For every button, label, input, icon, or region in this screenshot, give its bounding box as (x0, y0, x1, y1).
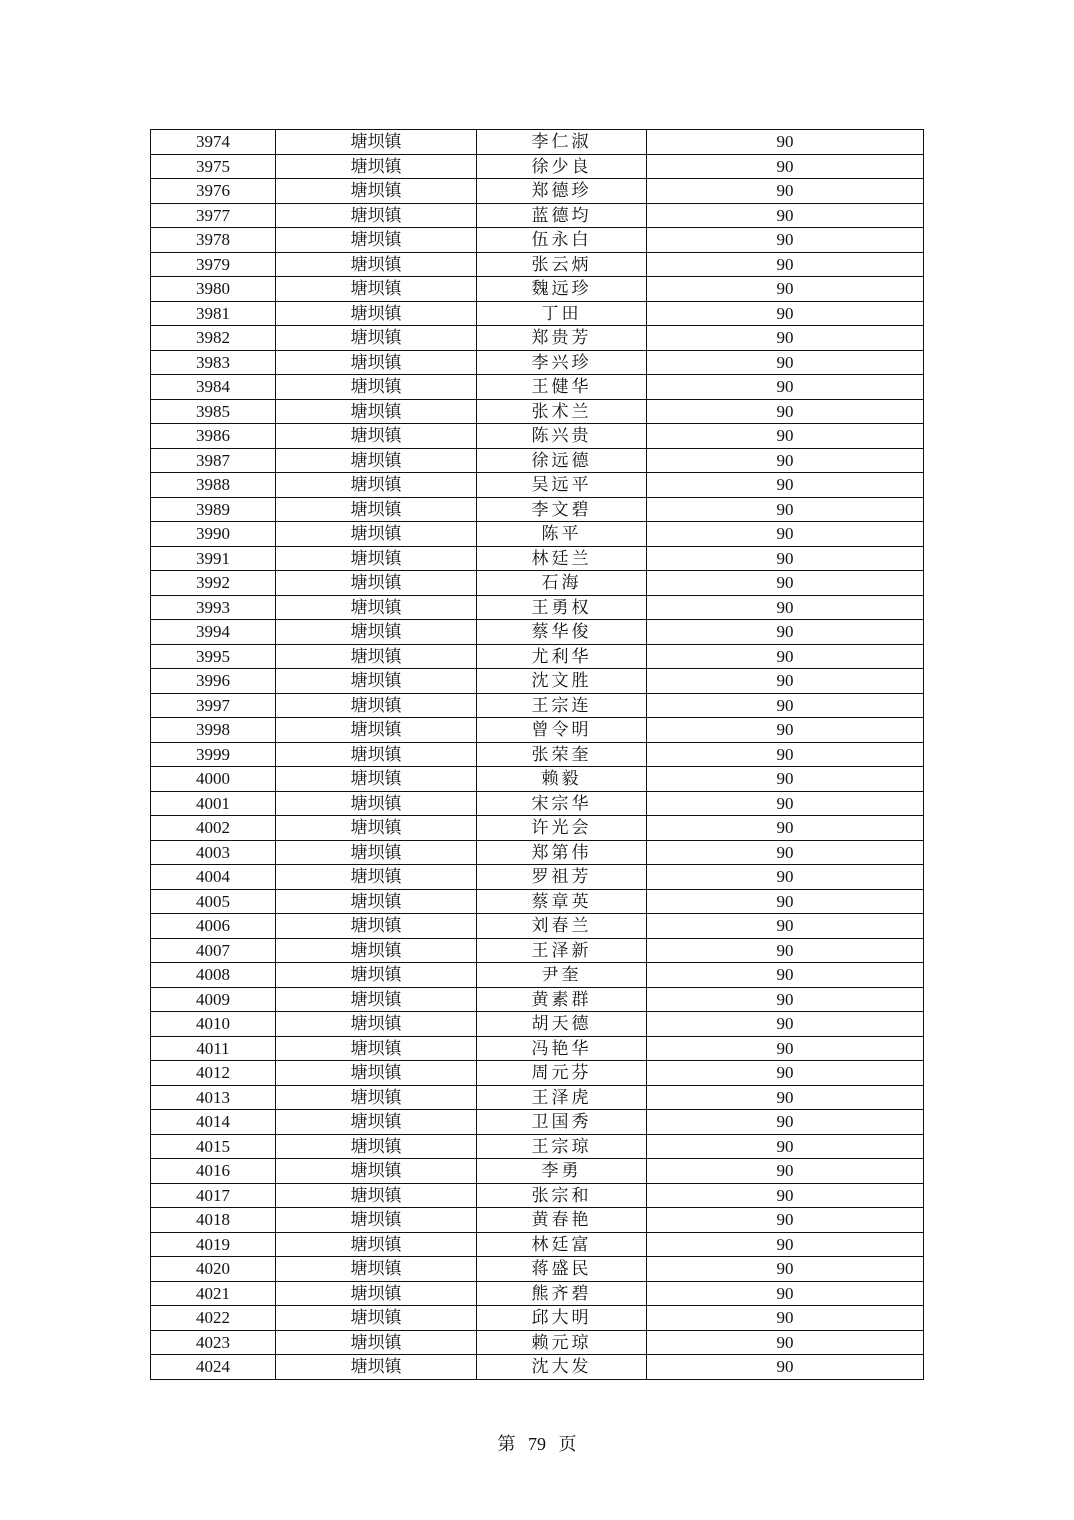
amount-cell: 90 (647, 1257, 924, 1282)
amount-cell: 90 (647, 595, 924, 620)
table-row (151, 914, 924, 939)
table-row (151, 595, 924, 620)
amount-cell: 90 (647, 914, 924, 939)
town-cell: 塘坝镇 (276, 130, 477, 155)
table-row (151, 326, 924, 351)
amount-cell: 90 (647, 963, 924, 988)
town-cell: 塘坝镇 (276, 669, 477, 694)
row-number-cell: 3976 (151, 179, 276, 204)
name-cell: 陈平 (477, 522, 647, 547)
town-cell: 塘坝镇 (276, 987, 477, 1012)
town-cell: 塘坝镇 (276, 301, 477, 326)
row-number-cell: 3974 (151, 130, 276, 155)
table-row (151, 791, 924, 816)
amount-cell: 90 (647, 1134, 924, 1159)
table-row (151, 350, 924, 375)
table-row (151, 1085, 924, 1110)
amount-cell: 90 (647, 375, 924, 400)
table-row (151, 375, 924, 400)
row-number-cell: 3998 (151, 718, 276, 743)
table-row (151, 399, 924, 424)
town-cell: 塘坝镇 (276, 865, 477, 890)
footer-page-number: 79 (528, 1434, 546, 1454)
row-number-cell: 3977 (151, 203, 276, 228)
row-number-cell: 3994 (151, 620, 276, 645)
town-cell: 塘坝镇 (276, 791, 477, 816)
name-cell: 徐远德 (477, 448, 647, 473)
town-cell: 塘坝镇 (276, 277, 477, 302)
row-number-cell: 4020 (151, 1257, 276, 1282)
town-cell: 塘坝镇 (276, 497, 477, 522)
table-row (151, 1159, 924, 1184)
name-cell: 沈文胜 (477, 669, 647, 694)
table-row (151, 840, 924, 865)
table-row (151, 424, 924, 449)
amount-cell: 90 (647, 497, 924, 522)
table-row (151, 546, 924, 571)
amount-cell: 90 (647, 301, 924, 326)
table-row (151, 1281, 924, 1306)
town-cell: 塘坝镇 (276, 473, 477, 498)
table-row (151, 644, 924, 669)
amount-cell: 90 (647, 1355, 924, 1380)
town-cell: 塘坝镇 (276, 889, 477, 914)
amount-cell: 90 (647, 840, 924, 865)
name-cell: 蓝德均 (477, 203, 647, 228)
name-cell: 尹奎 (477, 963, 647, 988)
row-number-cell: 4011 (151, 1036, 276, 1061)
amount-cell: 90 (647, 1183, 924, 1208)
table-row (151, 1134, 924, 1159)
town-cell: 塘坝镇 (276, 1134, 477, 1159)
table-row (151, 1306, 924, 1331)
town-cell: 塘坝镇 (276, 1257, 477, 1282)
footer-suffix: 页 (558, 1434, 577, 1454)
amount-cell: 90 (647, 154, 924, 179)
row-number-cell: 3997 (151, 693, 276, 718)
amount-cell: 90 (647, 644, 924, 669)
table-row (151, 277, 924, 302)
amount-cell: 90 (647, 130, 924, 155)
table-row (151, 154, 924, 179)
table-row (151, 497, 924, 522)
name-cell: 周元芬 (477, 1061, 647, 1086)
name-cell: 王健华 (477, 375, 647, 400)
table-row (151, 963, 924, 988)
row-number-cell: 3993 (151, 595, 276, 620)
table-row (151, 889, 924, 914)
name-cell: 丁田 (477, 301, 647, 326)
town-cell: 塘坝镇 (276, 767, 477, 792)
name-cell: 吴远平 (477, 473, 647, 498)
name-cell: 陈兴贵 (477, 424, 647, 449)
name-cell: 蔡华俊 (477, 620, 647, 645)
town-cell: 塘坝镇 (276, 693, 477, 718)
row-number-cell: 4015 (151, 1134, 276, 1159)
town-cell: 塘坝镇 (276, 595, 477, 620)
amount-cell: 90 (647, 1036, 924, 1061)
amount-cell: 90 (647, 889, 924, 914)
row-number-cell: 4009 (151, 987, 276, 1012)
amount-cell: 90 (647, 277, 924, 302)
name-cell: 王泽虎 (477, 1085, 647, 1110)
name-cell: 蔡章英 (477, 889, 647, 914)
table-row (151, 718, 924, 743)
town-cell: 塘坝镇 (276, 399, 477, 424)
row-number-cell: 4012 (151, 1061, 276, 1086)
town-cell: 塘坝镇 (276, 1232, 477, 1257)
name-cell: 沈大发 (477, 1355, 647, 1380)
amount-cell: 90 (647, 1232, 924, 1257)
name-cell: 宋宗华 (477, 791, 647, 816)
town-cell: 塘坝镇 (276, 718, 477, 743)
town-cell: 塘坝镇 (276, 1085, 477, 1110)
row-number-cell: 3981 (151, 301, 276, 326)
town-cell: 塘坝镇 (276, 424, 477, 449)
amount-cell: 90 (647, 326, 924, 351)
amount-cell: 90 (647, 522, 924, 547)
name-cell: 罗祖芳 (477, 865, 647, 890)
roster-table (150, 129, 924, 1380)
name-cell: 李文碧 (477, 497, 647, 522)
row-number-cell: 4000 (151, 767, 276, 792)
row-number-cell: 4017 (151, 1183, 276, 1208)
name-cell: 李仁淑 (477, 130, 647, 155)
town-cell: 塘坝镇 (276, 1183, 477, 1208)
town-cell: 塘坝镇 (276, 571, 477, 596)
town-cell: 塘坝镇 (276, 840, 477, 865)
amount-cell: 90 (647, 399, 924, 424)
town-cell: 塘坝镇 (276, 375, 477, 400)
name-cell: 林廷兰 (477, 546, 647, 571)
table-row (151, 1330, 924, 1355)
town-cell: 塘坝镇 (276, 252, 477, 277)
name-cell: 胡天德 (477, 1012, 647, 1037)
table-row (151, 1012, 924, 1037)
name-cell: 黄春艳 (477, 1208, 647, 1233)
town-cell: 塘坝镇 (276, 546, 477, 571)
amount-cell: 90 (647, 1159, 924, 1184)
amount-cell: 90 (647, 448, 924, 473)
amount-cell: 90 (647, 179, 924, 204)
name-cell: 曾令明 (477, 718, 647, 743)
name-cell: 郑第伟 (477, 840, 647, 865)
amount-cell: 90 (647, 571, 924, 596)
table-row (151, 228, 924, 253)
town-cell: 塘坝镇 (276, 1330, 477, 1355)
table-row (151, 448, 924, 473)
amount-cell: 90 (647, 228, 924, 253)
row-number-cell: 3996 (151, 669, 276, 694)
table-row (151, 522, 924, 547)
name-cell: 王泽新 (477, 938, 647, 963)
footer-prefix: 第 (497, 1434, 516, 1454)
name-cell: 王宗连 (477, 693, 647, 718)
town-cell: 塘坝镇 (276, 522, 477, 547)
town-cell: 塘坝镇 (276, 179, 477, 204)
table-row (151, 473, 924, 498)
row-number-cell: 4022 (151, 1306, 276, 1331)
row-number-cell: 4008 (151, 963, 276, 988)
name-cell: 许光会 (477, 816, 647, 841)
table-row (151, 1110, 924, 1135)
name-cell: 魏远珍 (477, 277, 647, 302)
name-cell: 李勇 (477, 1159, 647, 1184)
amount-cell: 90 (647, 742, 924, 767)
name-cell: 林廷富 (477, 1232, 647, 1257)
town-cell: 塘坝镇 (276, 228, 477, 253)
amount-cell: 90 (647, 669, 924, 694)
amount-cell: 90 (647, 424, 924, 449)
table-row (151, 987, 924, 1012)
row-number-cell: 3991 (151, 546, 276, 571)
name-cell: 伍永白 (477, 228, 647, 253)
table-row (151, 693, 924, 718)
name-cell: 张宗和 (477, 1183, 647, 1208)
town-cell: 塘坝镇 (276, 1061, 477, 1086)
name-cell: 张荣奎 (477, 742, 647, 767)
row-number-cell: 4003 (151, 840, 276, 865)
table-row (151, 1355, 924, 1380)
row-number-cell: 4001 (151, 791, 276, 816)
amount-cell: 90 (647, 203, 924, 228)
amount-cell: 90 (647, 1281, 924, 1306)
row-number-cell: 4004 (151, 865, 276, 890)
table-row (151, 767, 924, 792)
table-row (151, 1232, 924, 1257)
amount-cell: 90 (647, 987, 924, 1012)
table-row (151, 1257, 924, 1282)
name-cell: 赖毅 (477, 767, 647, 792)
town-cell: 塘坝镇 (276, 1208, 477, 1233)
row-number-cell: 4014 (151, 1110, 276, 1135)
town-cell: 塘坝镇 (276, 1110, 477, 1135)
row-number-cell: 4013 (151, 1085, 276, 1110)
amount-cell: 90 (647, 718, 924, 743)
row-number-cell: 4018 (151, 1208, 276, 1233)
amount-cell: 90 (647, 791, 924, 816)
name-cell: 张术兰 (477, 399, 647, 424)
name-cell: 李兴珍 (477, 350, 647, 375)
name-cell: 徐少良 (477, 154, 647, 179)
row-number-cell: 3983 (151, 350, 276, 375)
row-number-cell: 4024 (151, 1355, 276, 1380)
name-cell: 王宗琼 (477, 1134, 647, 1159)
town-cell: 塘坝镇 (276, 963, 477, 988)
table-row (151, 301, 924, 326)
row-number-cell: 4021 (151, 1281, 276, 1306)
amount-cell: 90 (647, 1061, 924, 1086)
table-row (151, 938, 924, 963)
row-number-cell: 4010 (151, 1012, 276, 1037)
table-row (151, 816, 924, 841)
name-cell: 卫国秀 (477, 1110, 647, 1135)
amount-cell: 90 (647, 1208, 924, 1233)
table-row (151, 203, 924, 228)
amount-cell: 90 (647, 693, 924, 718)
table-row (151, 620, 924, 645)
amount-cell: 90 (647, 252, 924, 277)
name-cell: 刘春兰 (477, 914, 647, 939)
town-cell: 塘坝镇 (276, 350, 477, 375)
name-cell: 冯艳华 (477, 1036, 647, 1061)
amount-cell: 90 (647, 938, 924, 963)
row-number-cell: 3985 (151, 399, 276, 424)
town-cell: 塘坝镇 (276, 914, 477, 939)
town-cell: 塘坝镇 (276, 644, 477, 669)
amount-cell: 90 (647, 1306, 924, 1331)
row-number-cell: 3989 (151, 497, 276, 522)
name-cell: 邱大明 (477, 1306, 647, 1331)
row-number-cell: 3975 (151, 154, 276, 179)
table-row (151, 130, 924, 155)
town-cell: 塘坝镇 (276, 1012, 477, 1037)
row-number-cell: 3986 (151, 424, 276, 449)
town-cell: 塘坝镇 (276, 1355, 477, 1380)
row-number-cell: 4019 (151, 1232, 276, 1257)
amount-cell: 90 (647, 620, 924, 645)
row-number-cell: 3979 (151, 252, 276, 277)
table-row (151, 1183, 924, 1208)
table-row (151, 669, 924, 694)
amount-cell: 90 (647, 816, 924, 841)
table-row (151, 1208, 924, 1233)
table-row (151, 1061, 924, 1086)
row-number-cell: 3984 (151, 375, 276, 400)
town-cell: 塘坝镇 (276, 1281, 477, 1306)
amount-cell: 90 (647, 1012, 924, 1037)
name-cell: 蒋盛民 (477, 1257, 647, 1282)
table-row (151, 179, 924, 204)
amount-cell: 90 (647, 546, 924, 571)
amount-cell: 90 (647, 865, 924, 890)
row-number-cell: 3999 (151, 742, 276, 767)
amount-cell: 90 (647, 1085, 924, 1110)
roster-table-body (151, 130, 924, 1380)
amount-cell: 90 (647, 350, 924, 375)
row-number-cell: 4005 (151, 889, 276, 914)
row-number-cell: 4002 (151, 816, 276, 841)
amount-cell: 90 (647, 473, 924, 498)
town-cell: 塘坝镇 (276, 203, 477, 228)
name-cell: 王勇权 (477, 595, 647, 620)
row-number-cell: 3978 (151, 228, 276, 253)
row-number-cell: 4016 (151, 1159, 276, 1184)
row-number-cell: 4006 (151, 914, 276, 939)
name-cell: 尤利华 (477, 644, 647, 669)
row-number-cell: 3987 (151, 448, 276, 473)
name-cell: 熊齐碧 (477, 1281, 647, 1306)
name-cell: 郑贵芳 (477, 326, 647, 351)
table-row (151, 1036, 924, 1061)
town-cell: 塘坝镇 (276, 326, 477, 351)
town-cell: 塘坝镇 (276, 1159, 477, 1184)
table-row (151, 571, 924, 596)
page-footer (0, 1430, 1074, 1456)
row-number-cell: 3990 (151, 522, 276, 547)
town-cell: 塘坝镇 (276, 1306, 477, 1331)
row-number-cell: 3992 (151, 571, 276, 596)
name-cell: 石海 (477, 571, 647, 596)
town-cell: 塘坝镇 (276, 448, 477, 473)
table-row (151, 252, 924, 277)
town-cell: 塘坝镇 (276, 938, 477, 963)
name-cell: 张云炳 (477, 252, 647, 277)
row-number-cell: 3995 (151, 644, 276, 669)
amount-cell: 90 (647, 767, 924, 792)
table-row (151, 742, 924, 767)
row-number-cell: 4023 (151, 1330, 276, 1355)
town-cell: 塘坝镇 (276, 742, 477, 767)
table-row (151, 865, 924, 890)
row-number-cell: 3980 (151, 277, 276, 302)
row-number-cell: 3982 (151, 326, 276, 351)
town-cell: 塘坝镇 (276, 816, 477, 841)
name-cell: 赖元琼 (477, 1330, 647, 1355)
town-cell: 塘坝镇 (276, 620, 477, 645)
row-number-cell: 4007 (151, 938, 276, 963)
name-cell: 黄素群 (477, 987, 647, 1012)
amount-cell: 90 (647, 1110, 924, 1135)
name-cell: 郑德珍 (477, 179, 647, 204)
amount-cell: 90 (647, 1330, 924, 1355)
town-cell: 塘坝镇 (276, 1036, 477, 1061)
town-cell: 塘坝镇 (276, 154, 477, 179)
row-number-cell: 3988 (151, 473, 276, 498)
